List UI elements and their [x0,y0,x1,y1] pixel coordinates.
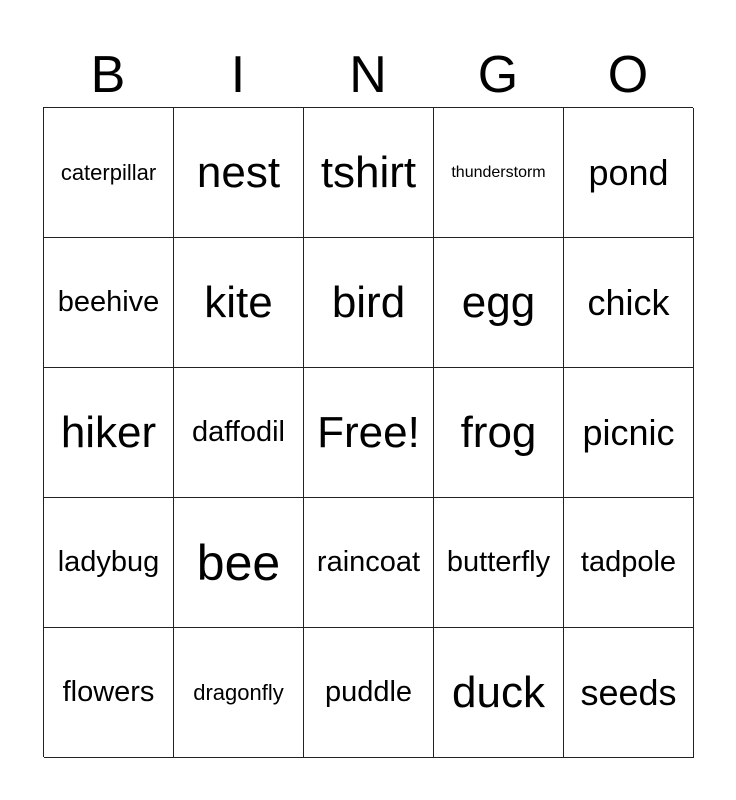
bingo-cell[interactable]: bird [304,238,434,368]
bingo-cell[interactable]: tadpole [564,498,694,628]
bingo-cell[interactable]: flowers [44,628,174,758]
bingo-cell[interactable]: picnic [564,368,694,498]
header-letter-i: I [230,46,246,104]
bingo-cell[interactable]: tshirt [304,108,434,238]
bingo-cell[interactable]: nest [174,108,304,238]
bingo-cell[interactable]: pond [564,108,694,238]
bingo-cell[interactable]: egg [434,238,564,368]
bingo-cell[interactable]: beehive [44,238,174,368]
bingo-cell[interactable]: hiker [44,368,174,498]
bingo-cell[interactable]: caterpillar [44,108,174,238]
bingo-cell[interactable]: butterfly [434,498,564,628]
bingo-cell[interactable]: bee [174,498,304,628]
bingo-cell[interactable]: thunderstorm [434,108,564,238]
bingo-cell[interactable]: frog [434,368,564,498]
header-letter-g: G [477,46,519,104]
bingo-board [43,107,693,757]
bingo-cell[interactable]: raincoat [304,498,434,628]
bingo-cell[interactable]: puddle [304,628,434,758]
header-letter-b: B [90,46,126,104]
header-letter-n: N [349,46,387,104]
bingo-cell[interactable]: daffodil [174,368,304,498]
bingo-cell[interactable]: chick [564,238,694,368]
bingo-cell[interactable]: kite [174,238,304,368]
bingo-cell[interactable]: ladybug [44,498,174,628]
bingo-cell[interactable]: seeds [564,628,694,758]
bingo-cell-free[interactable]: Free! [304,368,434,498]
header-letter-o: O [607,46,649,104]
bingo-cell[interactable]: duck [434,628,564,758]
bingo-cell[interactable]: dragonfly [174,628,304,758]
bingo-header [43,44,693,106]
